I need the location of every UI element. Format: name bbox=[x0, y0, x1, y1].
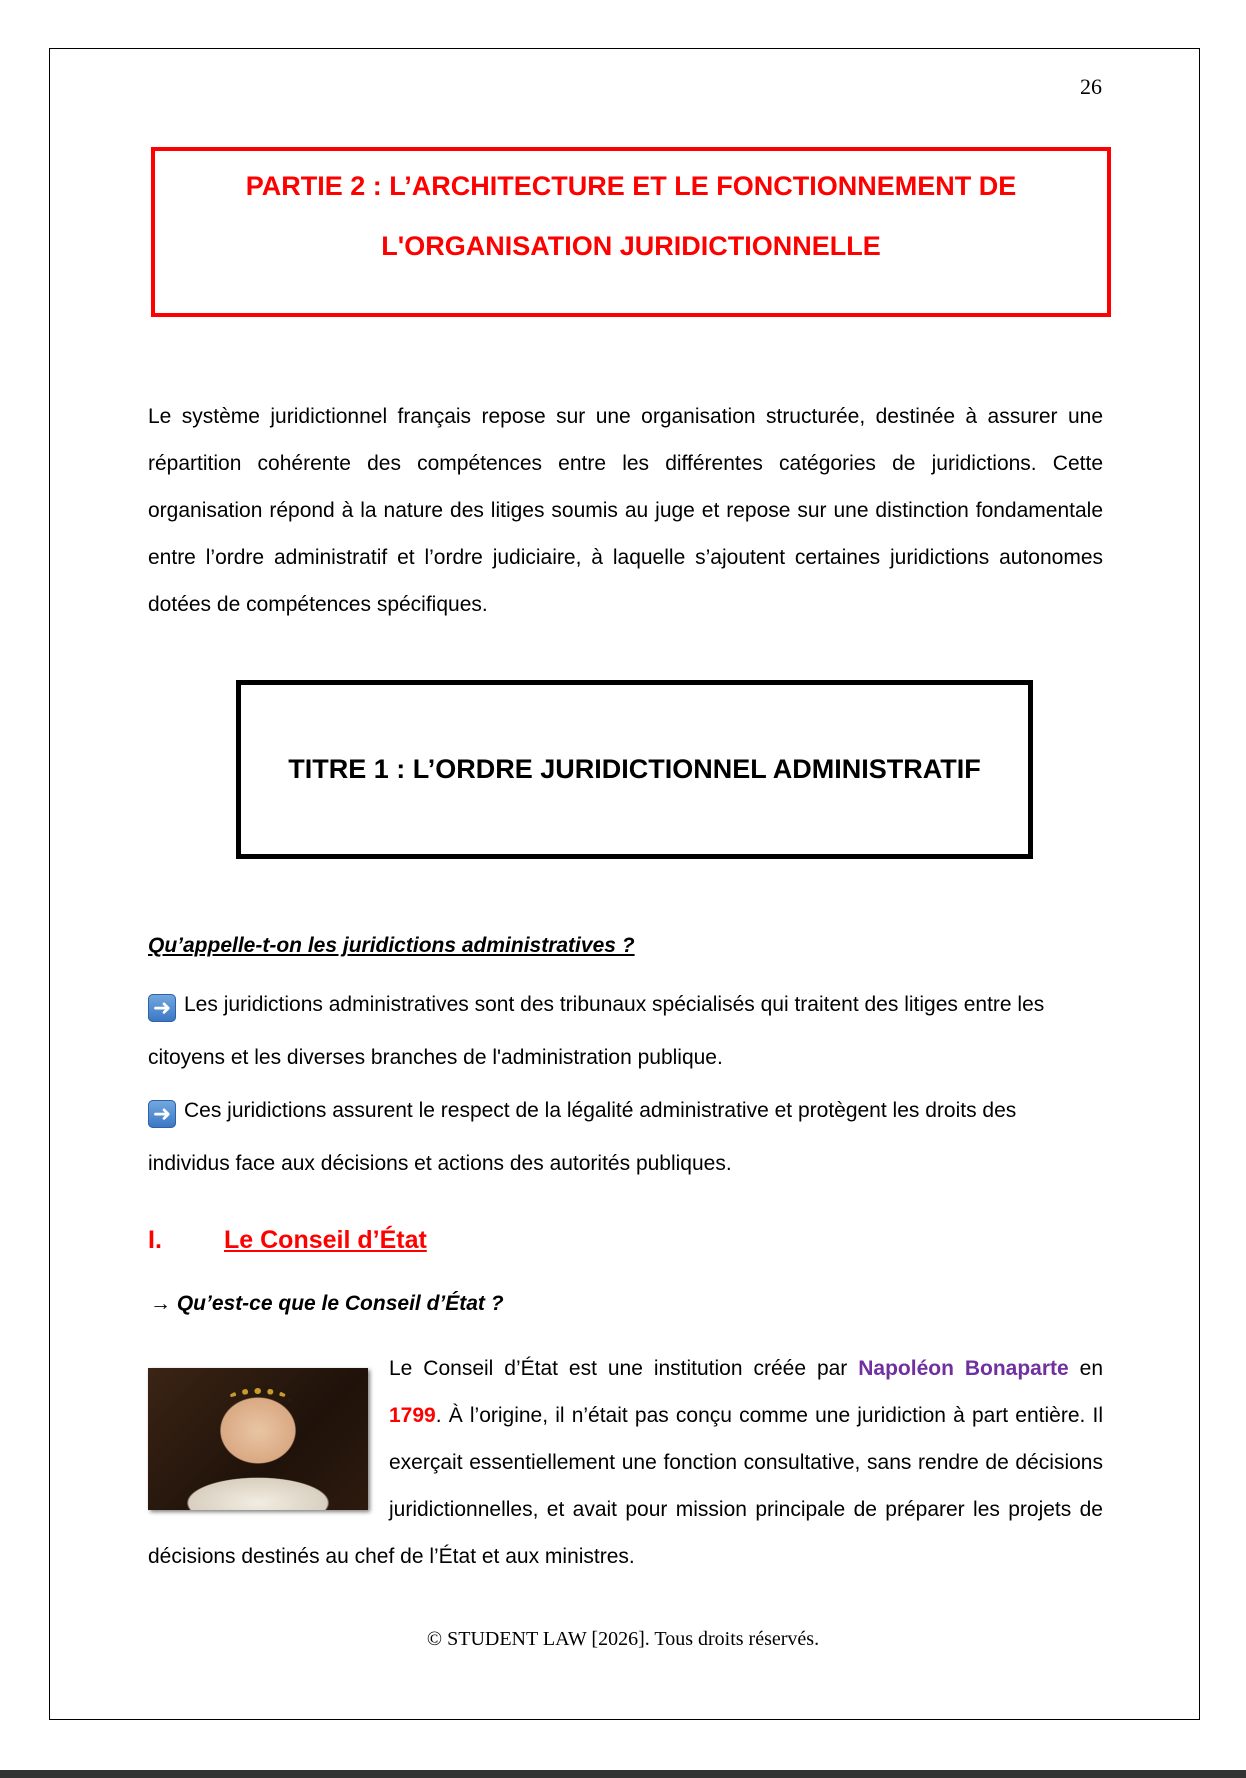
question-heading: Qu’appelle-t-on les juridictions administratives ? bbox=[148, 934, 635, 957]
conseil-text-part-2: en bbox=[1068, 1357, 1103, 1380]
intro-paragraph: Le système juridictionnel français repose sur une organisation structurée, destinée à assurer une répartition cohérente des compétences entre les différentes catégories de juridictions. Cette organisation répond à la nature des litiges soumis au juge et repose sur une distinction fondamentale entre l’ordre administratif et l’ordre judiciaire, à laquelle s’ajoutent certaines juridictions autonomes dotées de compétences spécifiques. bbox=[148, 405, 1103, 616]
bullet-item bbox=[148, 1084, 1103, 1190]
bottom-bar bbox=[0, 1770, 1246, 1778]
partie-heading-line-1: PARTIE 2 : L’ARCHITECTURE ET LE FONCTIONNEMENT DE bbox=[245, 171, 1017, 201]
founding-year: 1799 bbox=[389, 1404, 436, 1427]
page-number: 26 bbox=[1080, 74, 1102, 99]
copyright-footer: © STUDENT LAW [2026]. Tous droits réservés. bbox=[426, 1628, 820, 1650]
arrow-right-icon: ➜ bbox=[148, 994, 176, 1022]
napoleon-name: Napoléon Bonaparte bbox=[858, 1357, 1069, 1380]
titre-heading: TITRE 1 : L’ORDRE JURIDICTIONNEL ADMINISTRATIF bbox=[288, 754, 981, 784]
section-number: I. bbox=[148, 1226, 162, 1254]
napoleon-portrait-image bbox=[148, 1368, 368, 1510]
section-title: Le Conseil d’État bbox=[224, 1226, 427, 1254]
bullet-text: Les juridictions administratives sont des tribunaux spécialisés qui traitent des litiges entre les citoyens et les diverses branches de l'administration publique. bbox=[148, 993, 1045, 1069]
conseil-text-part-1: Le Conseil d’État est une institution créée par bbox=[389, 1357, 859, 1380]
bullet-item bbox=[148, 978, 1103, 1084]
partie-heading-box bbox=[151, 147, 1111, 317]
partie-heading-line-2: L'ORGANISATION JURIDICTIONNELLE bbox=[381, 231, 881, 261]
conseil-text-part-3: . À l’origine, il n’était pas conçu comme une juridiction à part entière. Il exerçait essentiellement une fonction consultative, sans rendre de décisions juridictionnelles, et avait pour mission principale de préparer les projets de décisions destinés au chef de l’État et aux ministres. bbox=[148, 1404, 1103, 1568]
section-heading bbox=[148, 1226, 427, 1255]
sub-question: → Qu’est-ce que le Conseil d’État ? bbox=[150, 1292, 504, 1315]
titre-heading-box bbox=[236, 680, 1033, 859]
bullet-text: Ces juridictions assurent le respect de la légalité administrative et protègent les droits des individus face aux décisions et actions des autorités publiques. bbox=[148, 1099, 1017, 1175]
arrow-right-icon: ➜ bbox=[148, 1100, 176, 1128]
